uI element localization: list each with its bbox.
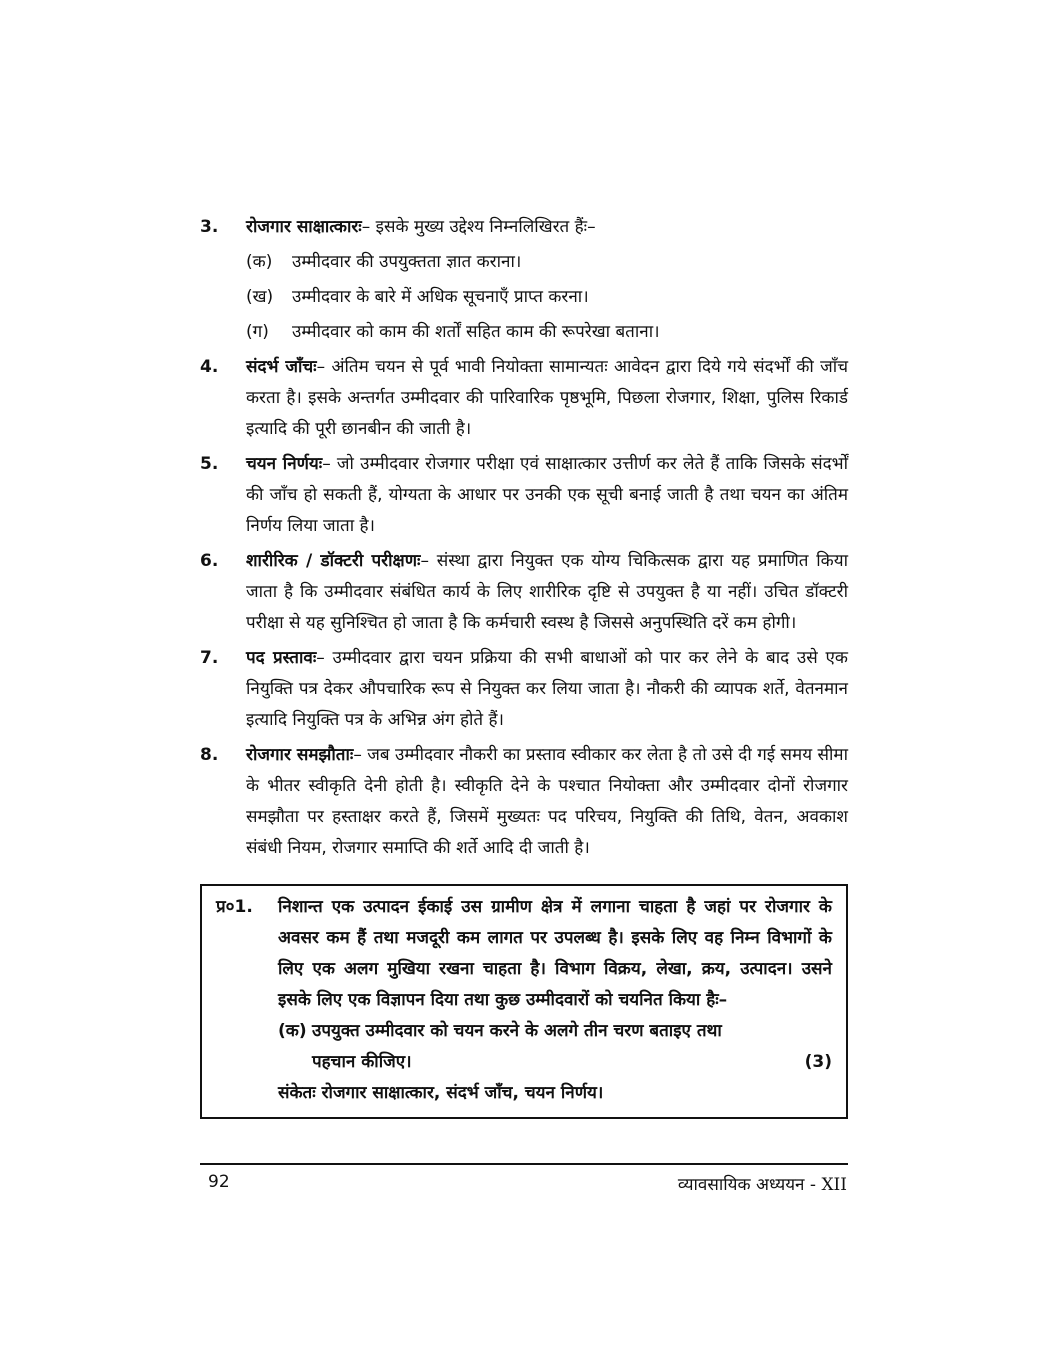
- footer-class: XII: [821, 1175, 847, 1195]
- list-item: [200, 449, 848, 542]
- item-heading: संदर्भ जाँचः: [246, 357, 317, 377]
- question-number: प्र०1.: [216, 897, 253, 917]
- question-sub-text-line-2: पहचान कीजिए।: [312, 1052, 412, 1072]
- main-content: [200, 212, 848, 868]
- sub-item: [246, 282, 848, 313]
- sub-item-text: उम्मीदवार के बारे में अधिक सूचनाएँ प्राप्त करना।: [292, 287, 589, 307]
- list-item: [200, 740, 848, 864]
- sub-item-label: (ग): [246, 322, 269, 342]
- item-number: 5.: [200, 454, 219, 474]
- item-heading: शारीरिक / डॉक्टरी परीक्षणः: [246, 551, 421, 571]
- footer-title: [678, 1172, 847, 1195]
- list-item: [200, 212, 848, 243]
- item-text: – इसके मुख्य उद्देश्य निम्नलिखिरत हैंः–: [361, 217, 596, 237]
- footer-divider: [200, 1163, 848, 1165]
- question-hint: संकेतः रोजगार साक्षात्कार, संदर्भ जाँच, चयन निर्णय।: [278, 1083, 604, 1103]
- item-text: – जो उम्मीदवार रोजगार परीक्षा एवं साक्षात्कार उत्तीर्ण कर लेते हैं ताकि जिसके संदर्भों की जाँच हो सकती हैं, योग्यता के आधार पर उनकी एक सूची बनाई जाती है तथा चयन का अंतिम निर्णय लिया जाता है।: [246, 454, 848, 536]
- item-heading: रोजगार साक्षात्कारः: [246, 217, 362, 237]
- page-number: 92: [208, 1172, 230, 1192]
- footer-title-text: व्यावसायिक अध्ययन -: [677, 1175, 817, 1195]
- item-number: 6.: [200, 551, 219, 571]
- question-box: [200, 884, 848, 1119]
- item-number: 4.: [200, 357, 219, 377]
- question-sub-item: [202, 1016, 846, 1078]
- question-sub-text-line-1: उपयुक्त उम्मीदवार को चयन करने के अलगे तीन चरण बताइए तथा: [312, 1021, 722, 1041]
- question-sub-text-line-2-row: [312, 1047, 832, 1078]
- item-heading: पद प्रस्तावः: [246, 648, 317, 668]
- item-heading: चयन निर्णयः: [246, 454, 323, 474]
- item-text: – अंतिम चयन से पूर्व भावी नियोक्ता सामान्यतः आवेदन द्वारा दिये गये संदर्भों की जाँच करता है। इसके अन्तर्गत उम्मीदवार की पारिवारिक पृष्ठभूमि, पिछला रोजगार, शिक्षा, पुलिस रिकार्ड इत्यादि की पूरी छानबीन की जाती है।: [246, 357, 848, 439]
- list-item: [200, 546, 848, 639]
- question-sub-label: (क): [278, 1021, 307, 1041]
- question-row: [202, 892, 846, 1016]
- sub-item-text: उम्मीदवार की उपयुक्तता ज्ञात कराना।: [292, 252, 522, 272]
- list-item: [200, 352, 848, 445]
- sub-item-label: (क): [246, 252, 273, 272]
- sub-item-label: (ख): [246, 287, 274, 307]
- sub-item: [246, 247, 848, 278]
- sub-item-text: उम्मीदवार को काम की शर्तों सहित काम की रूपरेखा बताना।: [292, 322, 660, 342]
- question-marks: (3): [804, 1052, 832, 1072]
- item-text: – जब उम्मीदवार नौकरी का प्रस्ताव स्वीकार कर लेता है तो उसे दी गई समय सीमा के भीतर स्वीकृति देनी होती है। स्वीकृति देने के पश्चात नियोक्ता और उम्मीदवार दोनों रोजगार समझौता पर हस्ताक्षर करते हैं, जिसमें मुख्यतः पद परिचय, नियुक्ति की तिथि, वेतन, अवकाश संबंधी नियम, रोजगार समाप्ति की शर्ते आदि दी जाती है।: [246, 745, 848, 858]
- item-number: 3.: [200, 217, 219, 237]
- item-text: – उम्मीदवार द्वारा चयन प्रक्रिया की सभी बाधाओं को पार कर लेने के बाद उसे एक नियुक्ति पत्र देकर औपचारिक रूप से नियुक्त कर लिया जाता है। नौकरी की व्यापक शर्ते, वेतनमान इत्यादि नियुक्ति पत्र के अभिन्न अंग होते हैं।: [246, 648, 848, 730]
- item-number: 7.: [200, 648, 219, 668]
- question-text: निशान्त एक उत्पादन ईकाई उस ग्रामीण क्षेत्र में लगाना चाहता है जहां पर रोजगार के अवसर कम हैं तथा मजदूरी कम लागत पर उपलब्ध है। इसके लिए वह निम्न विभागों के लिए एक अलग मुखिया रखना चाहता है। विभाग विक्रय, लेखा, क्रय, उत्पादन। उसने इसके लिए एक विज्ञापन दिया तथा कुछ उम्मीदवारों को चयनित किया हैः–: [278, 897, 832, 1010]
- item-text: – संस्था द्वारा नियुक्त एक योग्य चिकित्सक द्वारा यह प्रमाणित किया जाता है कि उम्मीदवार संबंधित कार्य के लिए शारीरिक दृष्टि से उपयुक्त है या नहीं। उचित डॉक्टरी परीक्षा से यह सुनिश्चित हो जाता है कि कर्मचारी स्वस्थ है जिससे अनुपस्थिति दरें कम होगी।: [246, 551, 848, 633]
- sub-item: [246, 317, 848, 348]
- list-item: [200, 643, 848, 736]
- item-number: 8.: [200, 745, 219, 765]
- item-heading: रोजगार समझौताः: [246, 745, 354, 765]
